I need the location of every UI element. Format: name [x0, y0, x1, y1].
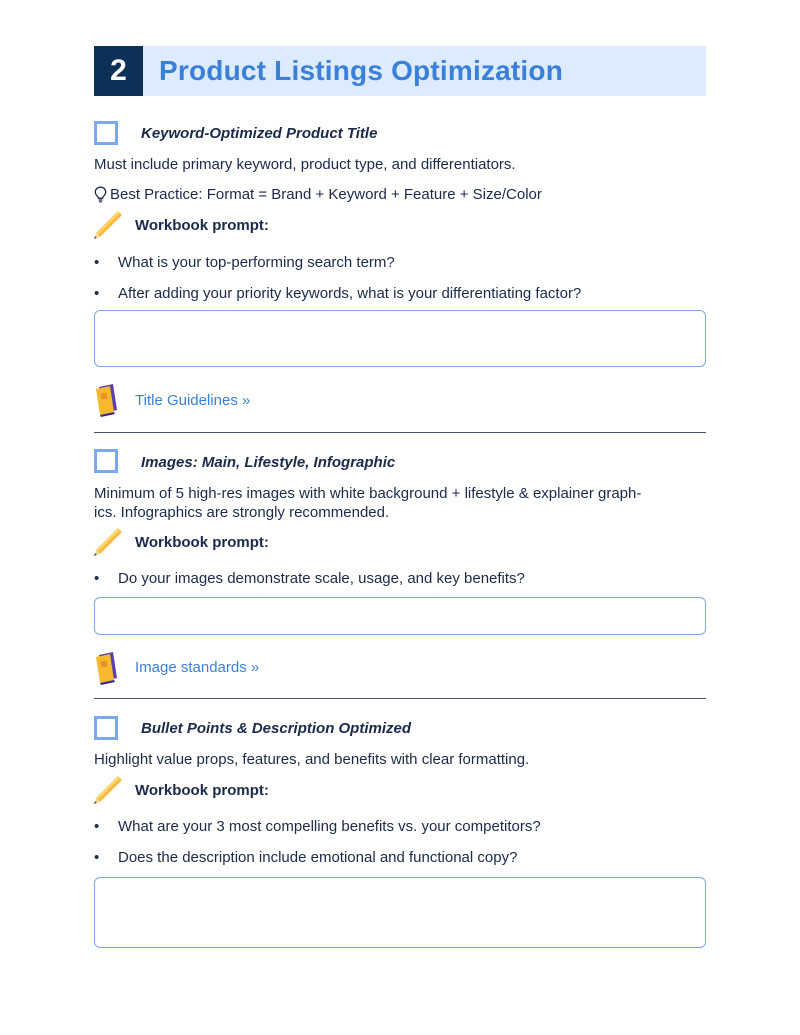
list-item: • What are your 3 most compelling benefits vs. your competitors? — [94, 818, 541, 835]
item-title-bullets: Bullet Points & Description Optimized — [141, 720, 412, 737]
divider — [94, 698, 706, 699]
list-item: • After adding your priority keywords, what is your differentiating factor? — [94, 285, 582, 302]
image-standards-link[interactable]: Image standards » — [135, 659, 260, 676]
item-description-line1: Minimum of 5 high-res images with white background + lifestyle & explainer graph- — [94, 485, 642, 502]
pencil-icon — [92, 209, 124, 241]
section-header — [94, 46, 706, 96]
section-number: 2 — [94, 46, 143, 96]
workbook-prompt-label: Workbook prompt: — [135, 534, 269, 551]
item-description-line2: ics. Infographics are strongly recommended. — [94, 504, 390, 521]
list-item: • What is your top-performing search term? — [94, 254, 395, 271]
lightbulb-icon — [94, 186, 107, 203]
divider — [94, 432, 706, 433]
pencil-icon — [92, 526, 124, 558]
tip-text: Best Practice: Format = Brand + Keyword + Feature + Size/Color — [110, 186, 542, 203]
book-icon — [93, 383, 123, 417]
list-item: • Does the description include emotional and functional copy? — [94, 849, 518, 866]
item-title-keyword: Keyword-Optimized Product Title — [141, 125, 378, 142]
checkbox-images[interactable] — [94, 449, 118, 473]
section-title: Product Listings Optimization — [159, 55, 564, 86]
title-guidelines-link[interactable]: Title Guidelines » — [135, 392, 251, 409]
book-icon — [93, 651, 123, 685]
answer-input-box[interactable] — [94, 877, 706, 948]
item-description: Highlight value props, features, and benefits with clear formatting. — [94, 751, 530, 768]
answer-input-box[interactable] — [94, 597, 706, 635]
best-practice-tip — [94, 186, 542, 203]
checkbox-bullet-points[interactable] — [94, 716, 118, 740]
answer-input-box[interactable] — [94, 310, 706, 367]
pencil-icon — [92, 774, 124, 806]
item-description: Must include primary keyword, product type, and differentiators. — [94, 156, 516, 173]
item-title-images: Images: Main, Lifestyle, Infographic — [141, 454, 396, 471]
checkbox-keyword-title[interactable] — [94, 121, 118, 145]
workbook-prompt-label: Workbook prompt: — [135, 217, 269, 234]
list-item: • Do your images demonstrate scale, usage, and key benefits? — [94, 570, 525, 587]
workbook-prompt-label: Workbook prompt: — [135, 782, 269, 799]
